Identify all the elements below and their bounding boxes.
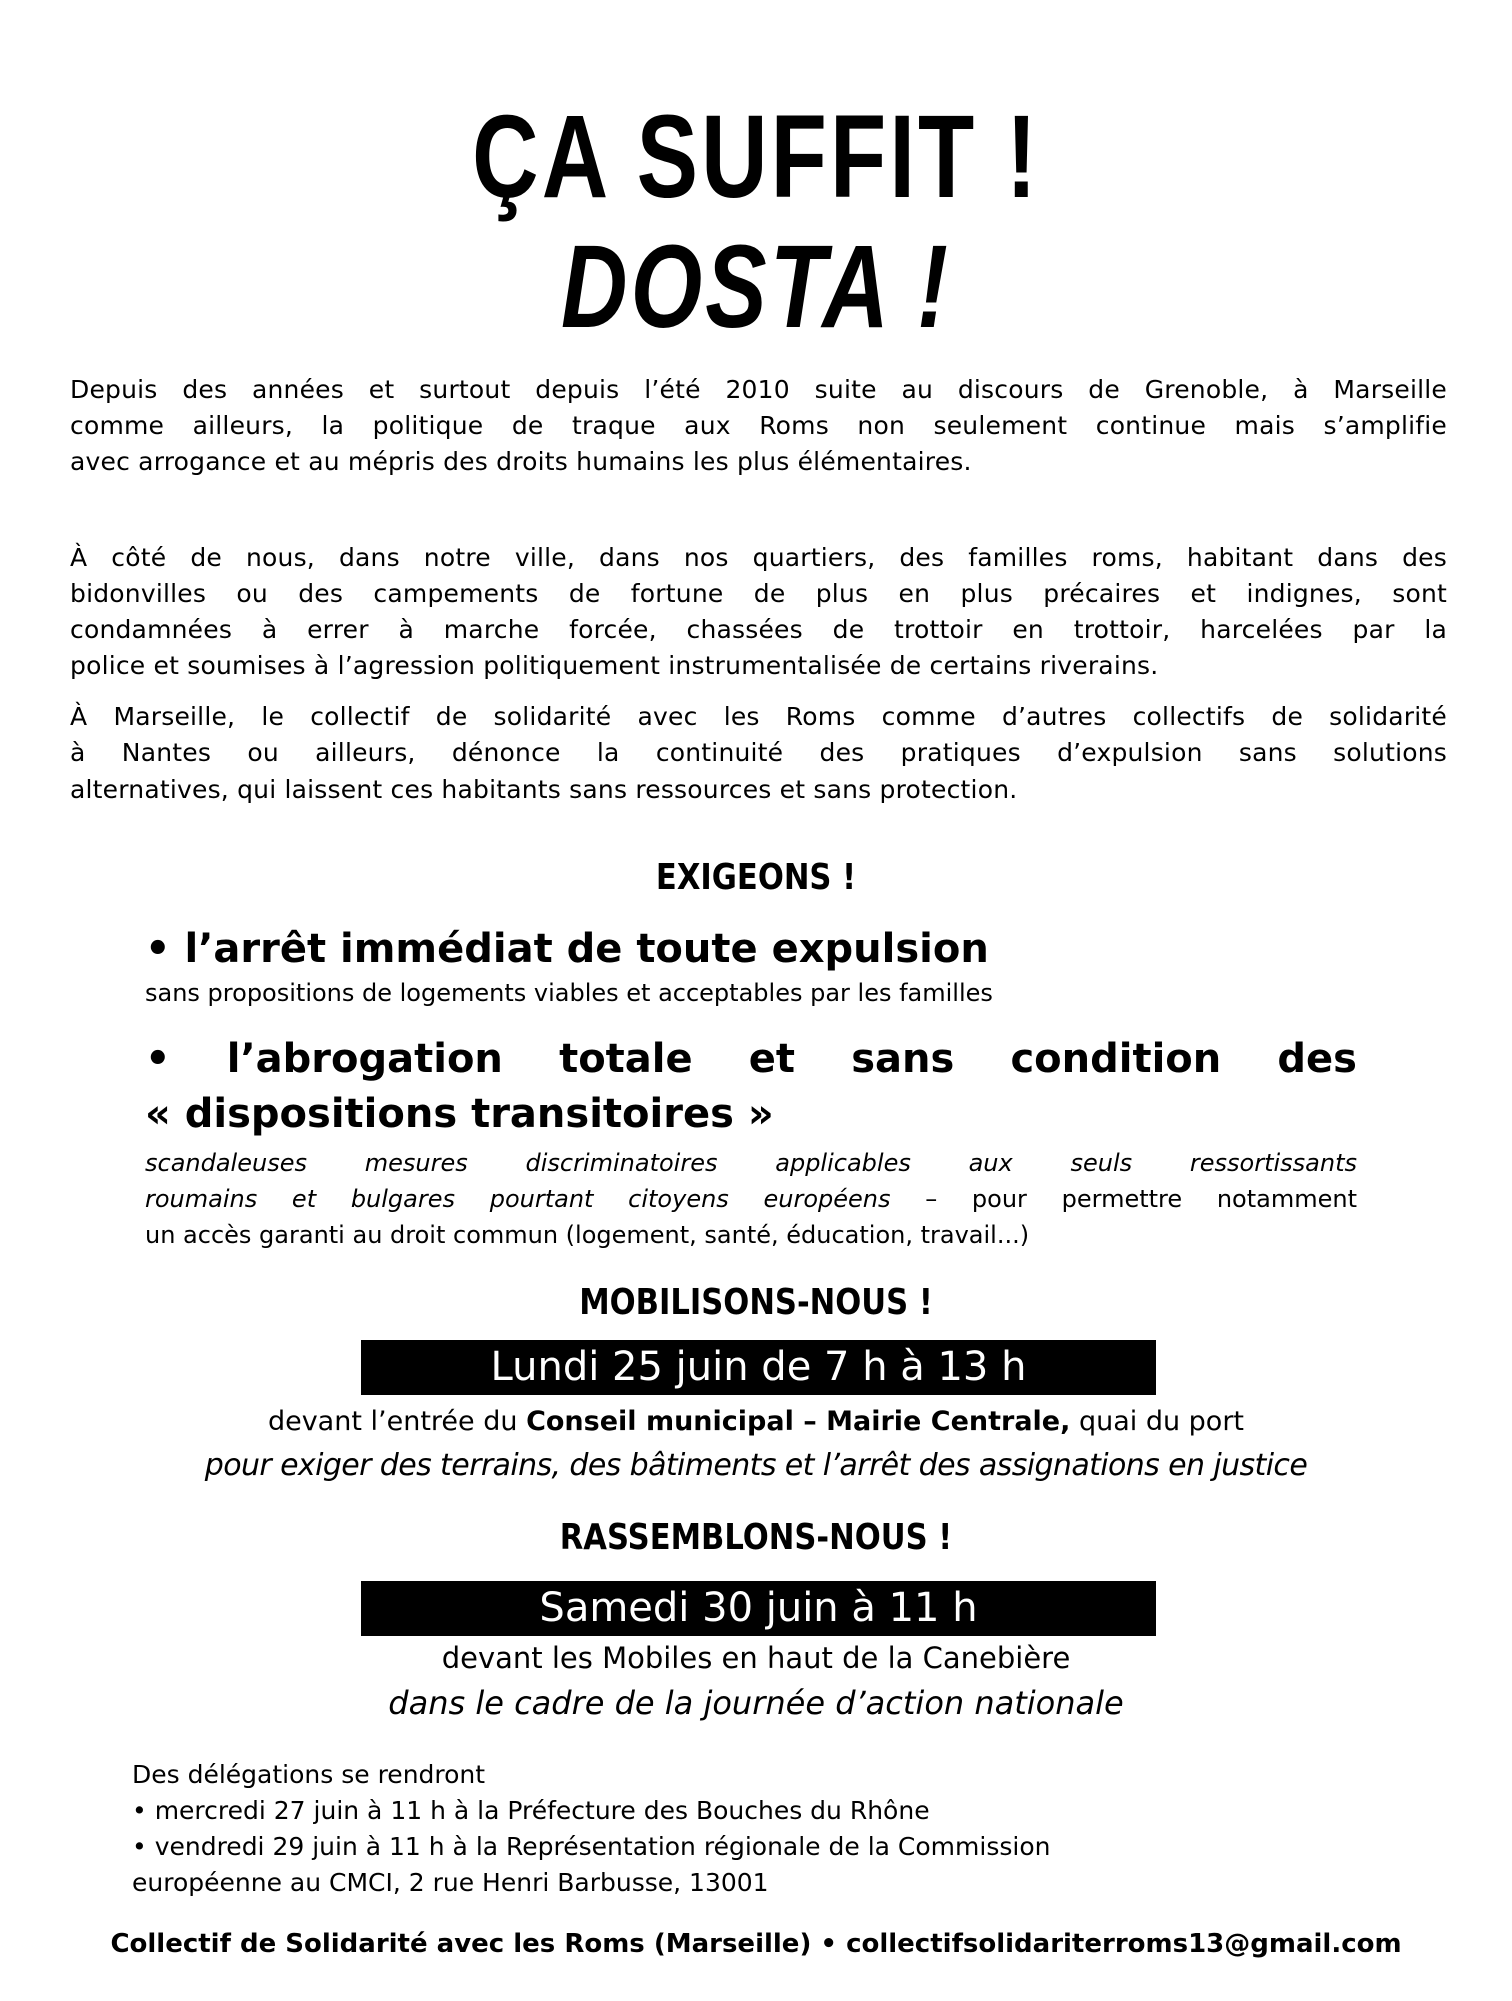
footer-email-link[interactable]: collectifsolidariterroms13@gmail.com (846, 1929, 1402, 1959)
event-1-location (0, 1405, 1512, 1439)
delegation-continuation: européenne au CMCI, 2 rue Henri Barbusse, 13001 (132, 1868, 769, 1897)
event-2-date-banner: Samedi 30 juin à 11 h (361, 1581, 1156, 1636)
paragraph-line: Depuis des années et surtout depuis l’été 2010 suite au discours de Grenoble, à Marseille (70, 375, 1447, 404)
footer (0, 1928, 1512, 1960)
delegation-item: • vendredi 29 juin à 11 h à la Représentation régionale de la Commission (132, 1832, 1051, 1861)
demand-2-detail-line-1: scandaleuses mesures discriminatoires applicables aux seuls ressortissants (145, 1149, 1357, 1177)
paragraph-line: À Marseille, le collectif de solidarité avec les Roms comme d’autres collectifs de solidarité (70, 702, 1447, 731)
paragraph-line: condamnées à errer à marche forcée, chassées de trottoir en trottoir, harcelées par la (70, 615, 1447, 644)
footer-organization: Collectif de Solidarité avec les Roms (Marseille) (110, 1929, 812, 1959)
paragraph-line: À côté de nous, dans notre ville, dans nos quartiers, des familles roms, habitant dans des (70, 543, 1447, 572)
paragraph-line: à Nantes ou ailleurs, dénonce la continuité des pratiques d’expulsion sans solutions (70, 738, 1447, 767)
demand-2-detail-line-3: un accès garanti au droit commun (logement, santé, éducation, travail...) (145, 1221, 1030, 1249)
bullet-icon: • (820, 1929, 838, 1959)
demand-2-title-line-1 (145, 1036, 1357, 1082)
event-1-date-banner: Lundi 25 juin de 7 h à 13 h (361, 1340, 1156, 1395)
event-1-location-venue: Conseil municipal – Mairie Centrale, (526, 1406, 1071, 1437)
demand-2-text: l’abrogation totale et sans condition des (226, 1036, 1357, 1082)
event-1-location-prefix: devant l’entrée du (267, 1406, 527, 1437)
demand-1-text: l’arrêt immédiat de toute expulsion (184, 926, 989, 972)
demand-2-detail-italic: roumains et bulgares pourtant citoyens européens (145, 1185, 891, 1213)
headline-ca-suffit: ÇA SUFFIT ! (472, 91, 1040, 223)
delegations-intro: Des délégations se rendront (132, 1760, 486, 1789)
demand-2-title-line-2: « dispositions transitoires » (145, 1091, 774, 1137)
heading-exigeons: EXIGEONS ! (655, 857, 857, 898)
heading-mobilisons: MOBILISONS-NOUS ! (579, 1282, 933, 1323)
headline-dosta: DOSTA ! (561, 221, 951, 353)
event-1-location-suffix: quai du port (1070, 1406, 1245, 1437)
heading-rassemblons: RASSEMBLONS-NOUS ! (559, 1517, 953, 1558)
paragraph-line: avec arrogance et au mépris des droits humains les plus élémentaires. (70, 447, 972, 476)
bullet-icon: • (145, 926, 171, 972)
event-1-purpose: pour exiger des terrains, des bâtiments et l’arrêt des assignations en justice (204, 1448, 1308, 1483)
demand-1-detail: sans propositions de logements viables et acceptables par les familles (145, 979, 993, 1007)
demand-2-detail-line-2 (145, 1184, 1357, 1214)
paragraph-line: bidonvilles ou des campements de fortune de plus en plus précaires et indignes, sont (70, 579, 1447, 608)
demand-1-title (145, 926, 989, 972)
paragraph-line: alternatives, qui laissent ces habitants sans ressources et sans protection. (70, 775, 1018, 804)
paragraph-line: comme ailleurs, la politique de traque aux Roms non seulement continue mais s’amplifie (70, 411, 1447, 440)
event-2-purpose: dans le cadre de la journée d’action nationale (388, 1684, 1124, 1722)
paragraph-line: police et soumises à l’agression politiquement instrumentalisée de certains riverains. (70, 651, 1159, 680)
demand-2-detail-normal: – pour permettre notamment (890, 1185, 1358, 1213)
bullet-icon: • (145, 1036, 171, 1082)
delegation-item: • mercredi 27 juin à 11 h à la Préfecture des Bouches du Rhône (132, 1796, 930, 1825)
event-2-location: devant les Mobiles en haut de la Canebière (441, 1641, 1071, 1675)
